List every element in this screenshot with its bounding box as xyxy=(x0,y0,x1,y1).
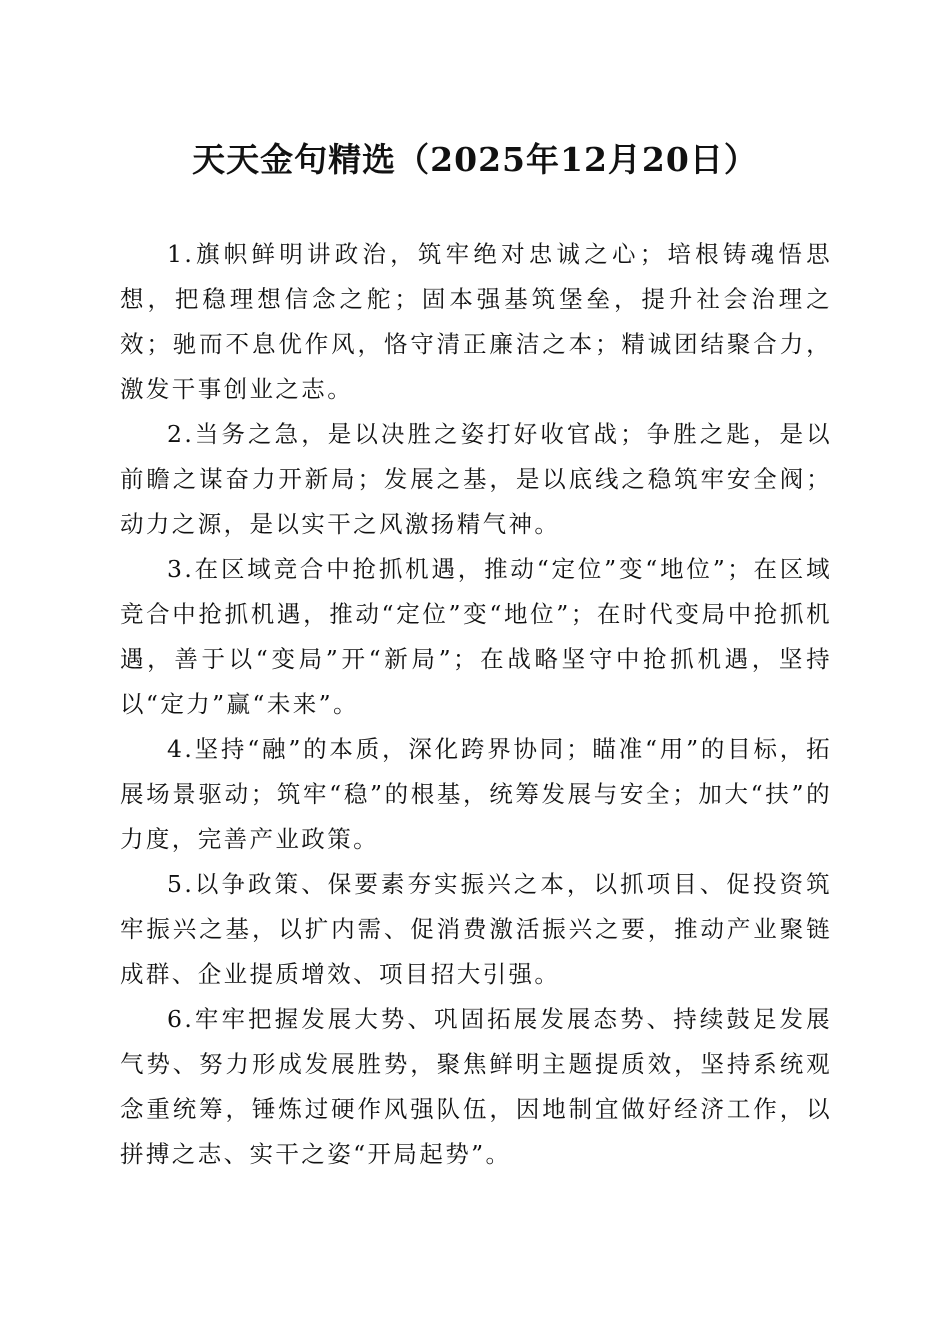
document-title: 天天金句精选（2025年12月20日） xyxy=(192,140,758,179)
document-body xyxy=(120,232,832,1177)
paragraph-3: 3.在区域竞合中抢抓机遇，推动“定位”变“地位”；在区域竞合中抢抓机遇，推动“定位”变“地位”；在时代变局中抢抓机遇，善于以“变局”开“新局”；在战略坚守中抢抓机遇，坚持以“定力”赢“未来”。 xyxy=(120,555,832,718)
paragraph-5: 5.以争政策、保要素夯实振兴之本，以抓项目、促投资筑牢振兴之基，以扩内需、促消费激活振兴之要，推动产业聚链成群、企业提质增效、项目招大引强。 xyxy=(120,870,832,988)
paragraph-1: 1.旗帜鲜明讲政治，筑牢绝对忠诚之心；培根铸魂悟思想，把稳理想信念之舵；固本强基筑堡垒，提升社会治理之效；驰而不息优作风，恪守清正廉洁之本；精诚团结聚合力，激发干事创业之志。 xyxy=(120,240,832,403)
paragraph-4: 4.坚持“融”的本质，深化跨界协同；瞄准“用”的目标，拓展场景驱动；筑牢“稳”的根基，统筹发展与安全；加大“扶”的力度，完善产业政策。 xyxy=(120,735,832,853)
paragraph-2: 2.当务之急，是以决胜之姿打好收官战；争胜之匙，是以前瞻之谋奋力开新局；发展之基，是以底线之稳筑牢安全阀；动力之源，是以实干之风激扬精气神。 xyxy=(120,420,832,538)
paragraph-6: 6.牢牢把握发展大势、巩固拓展发展态势、持续鼓足发展气势、努力形成发展胜势，聚焦鲜明主题提质效，坚持系统观念重统筹，锤炼过硬作风强队伍，因地制宜做好经济工作，以拼搏之志、实干之姿“开局起势”。 xyxy=(120,1005,832,1168)
